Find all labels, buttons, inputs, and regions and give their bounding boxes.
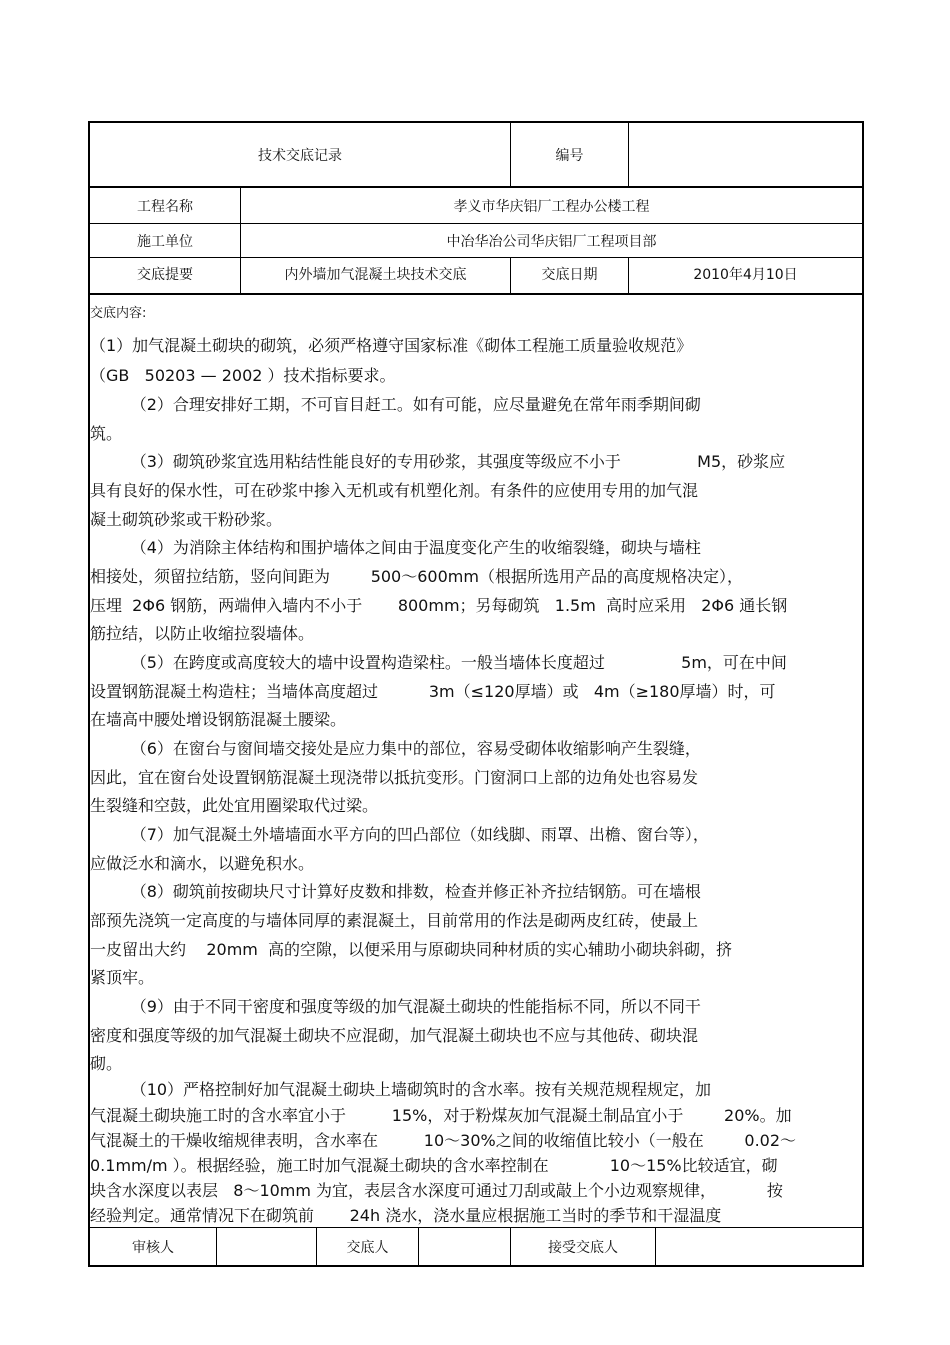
content-line: （3）砌筑砂浆宜选用粘结性能良好的专用砂浆，其强度等级应不小于 M5，砂浆应 xyxy=(90,452,786,471)
content-line: 具有良好的保水性，可在砂浆中掺入无机或有机塑化剂。有条件的应使用专用的加气混 xyxy=(90,481,699,500)
row-divider xyxy=(89,1227,863,1228)
content-line: 因此，宜在窗台处设置钢筋混凝土现浇带以抵抗变形。门窗洞口上部的边角处也容易发 xyxy=(90,768,699,787)
receiver-label: 接受交底人 xyxy=(548,1240,618,1256)
content-line: 块含水深度以表层 8～10mm 为宜，表层含水深度可通过刀刮或敲上个小边观察规律， 按 xyxy=(90,1181,783,1200)
content-line: 气混凝土砌块施工时的含水率宜小于 15%，对于粉煤灰加气混凝土制品宜小于 20%。加 xyxy=(90,1106,792,1125)
content-line: 紧顶牢。 xyxy=(90,968,155,987)
number-value xyxy=(629,123,862,186)
content-line: 一皮留出大约 20mm 高的空隙，以便采用与原砌块同种材质的实心辅助小砌块斜砌，挤 xyxy=(90,940,733,959)
receiver-signature xyxy=(656,1229,862,1265)
content-line: 气混凝土的干燥收缩规律表明，含水率在 10～30%之间的收缩值比较小（一般在 0.02～ xyxy=(90,1131,797,1150)
discloser-label: 交底人 xyxy=(346,1240,389,1256)
number-label: 编号 xyxy=(555,147,584,164)
reviewer-label: 审核人 xyxy=(132,1240,174,1256)
reviewer-signature xyxy=(217,1229,316,1265)
content-line: 砌。 xyxy=(90,1054,123,1073)
content-line: 生裂缝和空鼓，此处宜用圈梁取代过梁。 xyxy=(90,796,379,815)
document-title: 技术交底记录 xyxy=(258,147,342,164)
content-line: 经验判定。通常情况下在砌筑前 24h 浇水，浇水量应根据施工当时的季节和干湿温度 xyxy=(90,1206,722,1225)
content-line: （9）由于不同干密度和强度等级的加气混凝土砌块的性能指标不同，所以不同干 xyxy=(90,997,701,1016)
discloser-signature xyxy=(419,1229,510,1265)
content-line: （7）加气混凝土外墙墙面水平方向的凹凸部位（如线脚、雨罩、出檐、窗台等）， xyxy=(90,825,709,844)
content-line: （6）在窗台与窗间墙交接处是应力集中的部位，容易受砌体收缩影响产生裂缝， xyxy=(90,739,701,758)
date-label: 交底日期 xyxy=(541,267,598,283)
content-line: 密度和强度等级的加气混凝土砌块不应混砌，加气混凝土砌块也不应与其他砖、砌块混 xyxy=(90,1026,699,1045)
contractor-label: 施工单位 xyxy=(137,233,193,250)
content-line: 筑。 xyxy=(90,424,123,443)
content-line: 在墙高中腰处增设钢筋混凝土腰梁。 xyxy=(90,710,347,729)
summary-label: 交底提要 xyxy=(137,267,193,283)
project-name-label: 工程名称 xyxy=(137,198,193,215)
content-line: 筋拉结，以防止收缩拉裂墙体。 xyxy=(90,624,315,643)
content-line: （4）为消除主体结构和围护墙体之间由于温度变化产生的收缩裂缝，砌块与墙柱 xyxy=(90,538,701,557)
content-line: 压埋 2Φ6 钢筋，两端伸入墙内不小于 800mm；另每砌筑 1.5m 高时应采用 2Φ6 通长钢 xyxy=(90,596,788,615)
content-line: 0.1mm/m ）。根据经验，施工时加气混凝土砌块的含水率控制在 10～15%比较适宜，砌 xyxy=(90,1156,778,1175)
project-name: 孝义市华庆铝厂工程办公楼工程 xyxy=(453,198,650,215)
row-divider xyxy=(89,293,863,295)
content-line: 应做泛水和滴水，以避免积水。 xyxy=(90,854,315,873)
content-line: 凝土砌筑砂浆或干粉砂浆。 xyxy=(90,510,283,529)
content-line: 部预先浇筑一定高度的与墙体同厚的素混凝土，目前常用的作法是砌两皮红砖，使最上 xyxy=(90,911,699,930)
content-line: （5）在跨度或高度较大的墙中设置构造梁柱。一般当墙体长度超过 5m，可在中间 xyxy=(90,653,787,672)
content-line: （1）加气混凝土砌块的砌筑，必须严格遵守国家标准《砌体工程施工质量验收规范》 xyxy=(90,336,693,355)
content-label: 交底内容: xyxy=(90,306,147,321)
contractor: 中冶华冶公司华庆铝厂工程项目部 xyxy=(446,233,657,250)
content-line: （2）合理安排好工期，不可盲目赶工。如有可能，应尽量避免在常年雨季期间砌 xyxy=(90,395,701,414)
content-line: 相接处，须留拉结筋，竖向间距为 500～600mm（根据所选用产品的高度规格决定）， xyxy=(90,567,743,586)
content-line: （10）严格控制好加气混凝土砌块上墙砌筑时的含水率。按有关规范规程规定，加 xyxy=(90,1080,712,1099)
content-line: 设置钢筋混凝土构造柱；当墙体高度超过 3m（≤120厚墙）或 4m（≥180厚墙）时，可 xyxy=(90,682,776,701)
disclosure-date: 2010年4月10日 xyxy=(693,267,798,283)
summary: 内外墙加气混凝土块技术交底 xyxy=(284,267,467,283)
content-line: （8）砌筑前按砌块尺寸计算好皮数和排数，检查并修正补齐拉结钢筋。可在墙根 xyxy=(90,882,701,901)
content-line: （GB 50203 — 2002 ）技术指标要求。 xyxy=(90,366,396,385)
